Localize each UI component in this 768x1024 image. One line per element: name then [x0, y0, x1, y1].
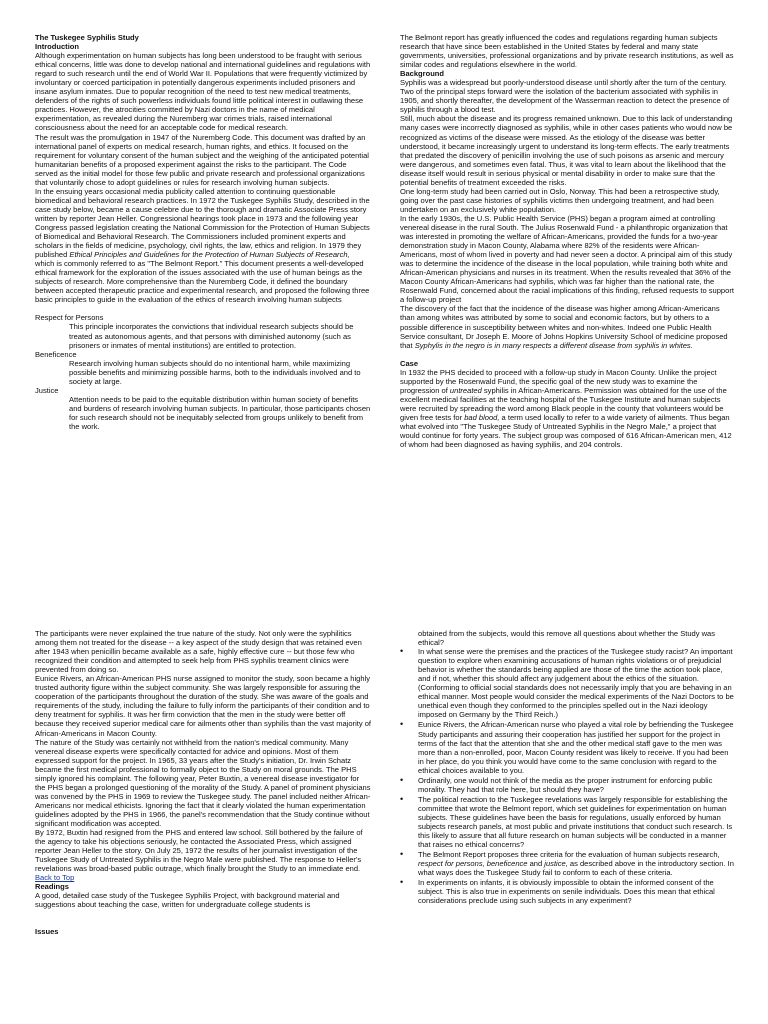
issues-list [400, 647, 734, 905]
case-heading: Case [400, 358, 419, 368]
intro-paragraph-2: The result was the promulgation in 1947 of the Nuremberg Code. This document was drafted by an international panel of experts on medical research, human rights, and ethics. It focused on the requirement for voluntary consent of the human subject and the weighing of the anticipated potential humanitarian benefits of a proposed experiment against the risks to the participant. The Code served as the initial model for those few public and private research and professional organizations that voluntarily chose to adopt guidelines or rules for research involving human subjects. [35, 132, 369, 187]
issue-item [400, 850, 734, 877]
intro-paragraph-3-text-a: In the ensuing years occasional media publicity called attention to continuing questionable biomedical and behavioral research practices. In 1972 the Tuskegee Syphilis Study, described in the case study below, became a cause celebre due to the thorough and dramatic Associate Press story written by reporter Jean Heller. Congressional hearings took place in 1973 and the following year Congress passed legislation creating the National Commission for the Protection of Human Subjects of Biomedical and Behavioral Research. The Commissioners included prominent experts and scholars in the fields of medicine, psychology, civil rights, the law, ethics and religion. In 1979 they published [35, 186, 370, 260]
case-paragraph-3: Eunice Rivers, an African-American PHS nurse assigned to monitor the study, soon became a highly trusted authority figure within the subject community. She was largely responsible for assuring the cooperation of the participants throughout the duration of the study. She was aware of the goals and requirements of the study, including the failure to fully inform the participants of their condition and to deny treatment for syphilis. It was her firm conviction that the men in the study were better off because they received superior medical care for ailments other than syphilis than the vast majority of African-Americans in Macon County. [35, 674, 371, 738]
issue-item-text-c: as described above in the introductory section. In what ways does the Tuskegee Study fail to conform to each of these criteria. [418, 859, 734, 878]
belmont-influence-paragraph: The Belmont report has greatly influenced the codes and regulations regarding human subjects research that have since been established in the United States by federal and many state governments, universities, professional organizations and by private research institutions, as well as similar codes and regulations elsewhere in the world. [400, 33, 734, 70]
page-2-left-column [35, 629, 371, 1021]
case-paragraph-5: By 1972, Buxtin had resigned from the PHS and entered law school. Still bothered by the failure of the agency to take his objections seriously, he contacted the Associated Press, which assigned reporter Jean Heller to the story. On July 25, 1972 the results of her journalist investigation of the Tuskegee Study of Untreated Syphilis in the Negro Male were published. The response to Heller's revelations was broad-based public outrage, which finally brought the Study to an immediate end. [35, 828, 363, 874]
justice-text: Attention needs to be paid to the equitable distribution within human society of benefits and burdens of research involving human subjects. In particular, those participants chosen for such research should not be inequitably selected from groups unlikely to benefit from the work. [69, 394, 371, 431]
justice-label: Justice [35, 385, 59, 395]
page-1-left-column [35, 33, 371, 553]
back-to-top-link[interactable]: Back to Top [35, 873, 75, 883]
case-paragraph-text-c: a term used locally to refer to a wide variety of ailments. Thus began what evolved into "The Tuskegee Study of Untreated Syphilis in the Negro Male," a project that would continue for forty years. The subject group was composed of 616 African-American men, 412 of whom had been diagnosed as having syphilis, and 204 controls. [400, 412, 732, 450]
page-2-right-column [400, 629, 734, 1021]
background-paragraph-5-text: The discovery of the fact that the incidence of the disease was higher among African-Americans than among whites was attributed by some to social and economic factors, but by others to a possible difference in susceptibility between whites and non-whites. Indeed one Public Health Service consultant, Dr Joseph E. Moore of Johns Hopkins University School of medicine proposed that [400, 304, 728, 350]
beneficence-label: Beneficence [35, 349, 77, 359]
beneficence-text: Research involving human subjects should do no intentional harm, while maximizing possible benefits and minimizing possible harms, both to the individuals involved and to society at large. [69, 358, 361, 386]
intro-paragraph-3-text-b: which is commonly referred to as "The Belmont Report." This document presents a well-developed ethical framework for the exploration of the issues associated with the use of human beings as the subjects of research. More comprehensive than the Nuremberg Code, it defined the boundary between accepted therapeutic practice and experimental research, and proposed the following three basic principles to guide in the evaluation of the ethics of research involving human subjects [35, 259, 370, 305]
issues-continued-text: obtained from the subjects, would this remove all questions about whether the Study was ethical? [418, 629, 716, 648]
intro-paragraph-1: Although experimentation on human subjects has long been understood to be fraught with serious ethical concerns, little was done to develop national and international guidelines and regulations with regard to such research until the end of World War II. Populations that were frequently victimized by involuntary or coerced participation in potentially dangerous experiments included prisoners and insane asylum inmates. Due to popular recognition of the need to test new medical treatments, defenders of the rights of such powerless individuals found little political interest in outlawing these practices. However, the atrocities committed by Nazi doctors in the name of medical experimentation, as revealed during the Nuremberg war crimes trials, raised international consciousness about the need for an acceptable code for medical research. [35, 51, 371, 133]
case-paragraph [400, 368, 734, 449]
issue-item: • Ordinarily, one would not think of the media as the proper instrument for enforcing public morality. They had that role here, but should they have? [400, 776, 734, 794]
ethical-principles-title: Ethical Principles and Guidelines for the Protection of Human Subjects of Research, [69, 250, 350, 260]
issues-heading: Issues [35, 927, 59, 937]
background-paragraph-4: In the early 1930s, the U.S. Public Health Service (PHS) began a program aimed at controlling venereal disease in the rural South. The Julius Rosenwald Fund - a philanthropic organization that was interested in promoting the welfare of African-Americans, provided the funds for a two-year demonstration study in Macon County, Alabama where 82% of the residents were African-Americans, most of whom lived in poverty and had never seen a doctor. A principal aim of this study was to determine the incidence of the disease in the local population, while training both white and African-American physicians and nurses in its treatment. When the results revealed that 36% of the Macon County African-Americans had syphilis, which was far higher than the national rate, the Rosenwald Fund, concerned about the racial implications of this finding, refused requests to support a follow-up project [400, 213, 734, 305]
readings-heading: Readings [35, 882, 69, 892]
background-paragraph-3: One long-term study had been carried out in Oslo, Norway. This had been a retrospective study, going over the past case histories of syphilis victims then undergoing treatment, and had been undertaken on an exclusively white population. [400, 186, 720, 214]
issue-item: • In what sense were the premises and the practices of the Tuskegee study racist? An important question to explore when examining accusations of human rights violations or of prejudicial behavior is whether the standards being applied are those of the time the action took place, and if not, whether this should affect any judgement about the ethics of the situation. (Conforming to official social standards does not necessarily imply that you are behaving in an ethical manner. Most people would consider the medical experiments of the Nazi Doctors to be unethical even though they conformed to the principles spelled out in the Nazi ideology imposed on Germany by the Third Reich.) [400, 647, 734, 719]
issue-item: • The political reaction to the Tuskegee revelations was largely responsible for establishing the committee that wrote the Belmont report, which set guidelines for experimentation on human subjects. These guidelines have been the basis for regulations, usually enforced by human subjects research panels, at most public and private institutions that conduct such research. Is this likely to assure that all future research on human subjects will be conducted in a manner that raises no ethical concerns? [400, 795, 734, 849]
untreated-emphasis: untreated [449, 385, 482, 395]
criteria-emphasis: respect for persons, beneficence [418, 859, 528, 869]
introduction-heading: Introduction [35, 42, 80, 52]
background-paragraph-5 [400, 304, 734, 349]
case-paragraph-2: The participants were never explained the true nature of the study. Not only were the syphilitics among them not treated for the disease -- a key aspect of the study design that was retained even after 1943 when penicillin became available as a safe, highly effective cure -- but those few who recognized their condition and attempted to seek help from PHS syphilis treament clinics were prevented from doing so. [35, 629, 362, 675]
moore-quote: Syphylis in the negro is in many respects a different disease from syphilis in whites. [414, 340, 693, 350]
background-heading: Background [400, 69, 445, 79]
issue-item-text-a: The Belmont Report proposes three criteria for the evaluation of human subjects research, [418, 850, 720, 860]
case-paragraph-text-a: In 1932 the PHS decided to proceed with a follow-up study in Macon County. Unlike the project supported by the Rosenwald Fund, the specific goal of the new study was to examine the progression of [400, 367, 717, 395]
issue-item: • In experiments on infants, it is obviously impossible to obtain the informed consent of the subject. This is also true in experiments on senile individuals. Does this mean that ethical considerations preclude using such subjects in any experiment? [400, 878, 734, 905]
respect-for-persons-label: Respect for Persons [35, 313, 104, 323]
intro-paragraph-3 [35, 187, 371, 305]
issue-item: • Eunice Rivers, the African-American nurse who played a vital role by befriending the Tuskegee Study participants and assuring their cooperation has justified her support for the project in terms of the fact that the attention that she and the other medical staff gave to the men was more than a non-enrolled, poor, Macon County resident was likely to receive. If you had been in her place, do you think you would have come to the same conclusion with regard to the ethical choices available to you. [400, 720, 734, 774]
case-paragraph-4: The nature of the Study was certainly not withheld from the nation's medical community. Many venereal disease experts were specifically contacted for advice and opinions. Most of them expressed support for the project. In 1965, 33 years after the Study's initiation, Dr. Irwin Schatz became the first medical professional to formally object to the Study on moral grounds. The PHS simply ignored his complaint. The following year, Peter Buxtin, a venereal disease investigator for the PHS began a prolonged questioning of the morality of the Study. A panel of prominent physicians was convened by the PHS in 1969 to review the Tuskegee study. The panel included neither African-Americans nor medical ethicists. Ignoring the fact that it clearly violated the human experimentation guidelines adopted by the PHS in 1966, the panel's recommendation that the Study continue without significant modification was accepted. [35, 737, 371, 828]
document-title: The Tuskegee Syphilis Study [35, 33, 139, 42]
background-paragraph-2: Still, much about the disease and its progress remained unknown. Due to this lack of understanding many cases were incorrectly diagnosed as syphilis, while in other cases patients who would now be recognized as victims of the disease were missed. As the etiology of the disease was better understood, it became increasingly urgent to understand its long-term effects. The early treatments that predated the discovery of penicillin involving the use of such poisons as arsenic and mercury were dangerous, and sometimes even fatal. Thus, it was vital to learn about the likelihood that the disease itself would result in serious physical or mental disability in order to make sure that the potential benefits of treatment exceeded the risks. [400, 114, 733, 187]
background-paragraph-1: Syphilis was a widespread but poorly-understood disease until shortly after the turn of the century. Two of the principal steps forward were the isolation of the bacterium associated with syphilis in 1905, and shortly thereafter, the development of the Wasserman reaction to detect the presence of syphilis through a blood test. [400, 78, 730, 115]
respect-for-persons-text: This principle incorporates the convictions that individual research subjects should be treated as autonomous agents, and that persons with diminished autonomy (such as prisoners or inmates of mental institutions) are entitled to protection. [69, 322, 354, 350]
bad-blood-emphasis: bad blood, [464, 412, 500, 422]
page-1-right-column [400, 33, 734, 563]
issue-item-text-b: and [527, 859, 545, 869]
readings-paragraph: A good, detailed case study of the Tuskegee Syphilis Project, with background material and suggestions about teaching the case, written for undergraduate college students is [35, 891, 340, 910]
justice-emphasis: justice, [544, 859, 568, 869]
case-paragraph-text-b: syphilis in African-Americans. Permission was obtained for the use of the excellent medical facilities at the teaching hospital of the Tuskegee Institute and human subjects were recruited by spreading the word among Black people in the county that volunteers would be given free tests for [400, 385, 727, 422]
